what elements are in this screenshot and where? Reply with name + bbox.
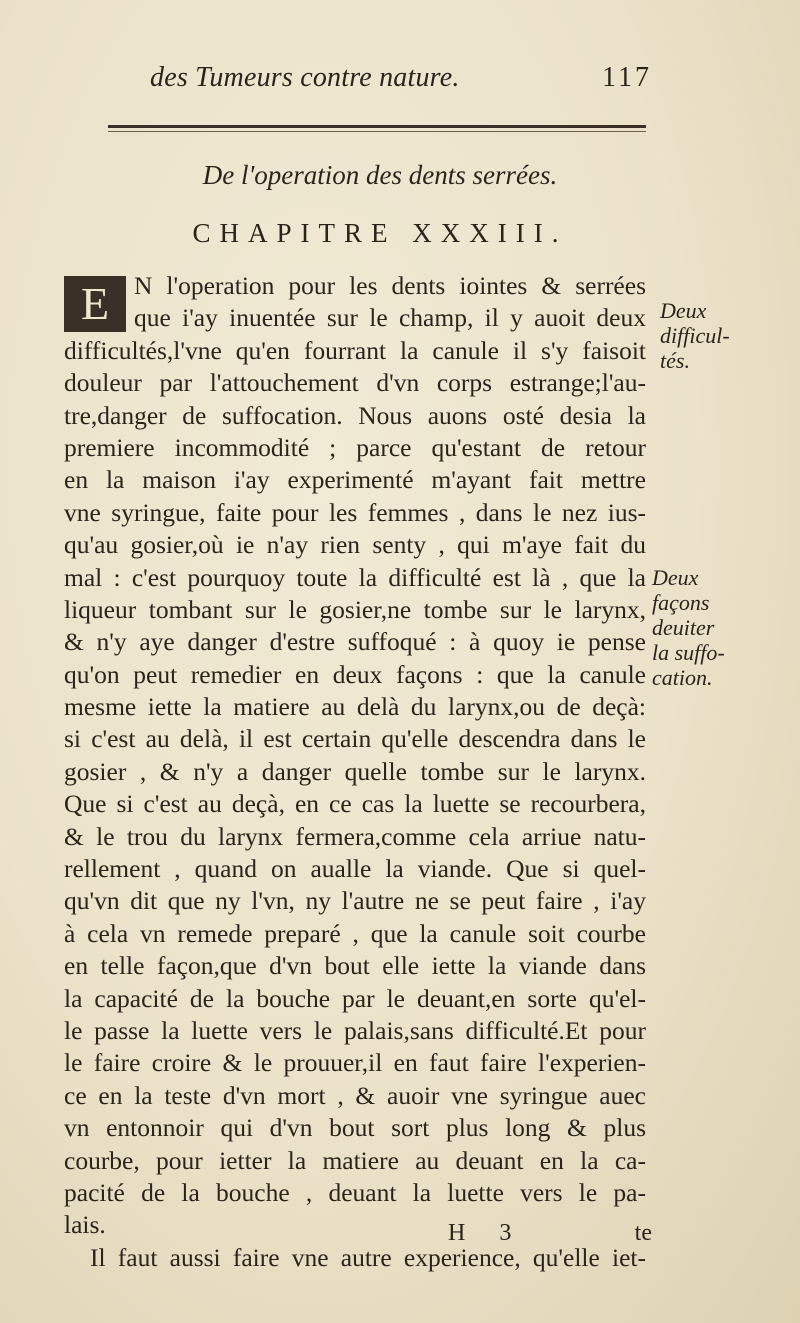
text-line: difficultés,l'vne qu'en fourrant la canule il s'y faisoit xyxy=(64,335,646,365)
header-rule-thin xyxy=(108,131,646,132)
text-line: qu'vn dit que ny l'vn, ny l'autre ne se peut faire , i'ay xyxy=(64,886,646,916)
margin-note-line: la suffo- xyxy=(652,640,725,665)
signature-mark: H 3 xyxy=(448,1220,526,1246)
text-line: N l'operation pour les dents iointes & serrées xyxy=(134,271,646,300)
text-line: en la maison i'ay experimenté m'ayant fait mettre xyxy=(64,465,646,495)
text-line: Il faut aussi faire vne autre experience, qu'elle iet- xyxy=(90,1242,646,1272)
text-line: vn entonnoir qui d'vn bout sort plus long & plus xyxy=(64,1113,646,1143)
text-line: qu'au gosier,où ie n'ay rien senty , qui m'aye fait du xyxy=(64,530,646,560)
text-line: douleur par l'attouchement d'vn corps estrange;l'au- xyxy=(64,368,646,398)
margin-note-line: façons xyxy=(652,590,710,615)
drop-cap: E xyxy=(64,276,126,332)
text-line: & n'y aye danger d'estre suffoqué : à quoy ie pense xyxy=(64,627,646,657)
page-footer xyxy=(64,1220,652,1252)
text-line: ce en la teste d'vn mort , & auoir vne syringue auec xyxy=(64,1080,646,1110)
text-line: qu'on peut remedier en deux façons : que la canule xyxy=(64,659,646,689)
text-line: que i'ay inuentée sur le champ, il y auoit deux xyxy=(134,303,646,333)
running-title: des Tumeurs contre nature. xyxy=(150,62,460,93)
text-line: pacité de la bouche , deuant la luette vers le pa- xyxy=(64,1177,646,1207)
margin-note-two-ways xyxy=(652,565,725,690)
text-line: si c'est au delà, il est certain qu'elle descendra dans le xyxy=(64,724,646,754)
text-line: à cela vn remede preparé , que la canule soit courbe xyxy=(64,918,646,948)
text-line: gosier , & n'y a danger quelle tombe sur le larynx. xyxy=(64,756,646,786)
text-line: tre,danger de suffocation. Nous auons osté desia la xyxy=(64,400,646,430)
page-number: 117 xyxy=(602,62,652,93)
text-line: liqueur tombant sur le gosier,ne tombe sur le larynx, xyxy=(64,594,646,624)
header-rule xyxy=(108,125,646,128)
text-line: premiere incommodité ; parce qu'estant de retour xyxy=(64,432,646,462)
text-line: lais. xyxy=(64,1210,106,1240)
margin-note-difficulties xyxy=(660,298,730,373)
catchword: te xyxy=(634,1220,652,1246)
text-line: en telle façon,que d'vn bout elle iette la viande dans xyxy=(64,951,646,981)
text-line: le faire croire & le prouuer,il en faut faire l'experien- xyxy=(64,1048,646,1078)
text-line: vne syringue, faite pour les femmes , dans le nez ius- xyxy=(64,497,646,527)
margin-note-line: tés. xyxy=(660,348,690,373)
text-line: Que si c'est au deçà, en ce cas la luette se recourbera, xyxy=(64,789,646,819)
text-line: le passe la luette vers le palais,sans difficulté.Et pour xyxy=(64,1015,646,1045)
text-line: & le trou du larynx fermera,comme cela arriue natu- xyxy=(64,821,646,851)
text-line: courbe, pour ietter la matiere au deuant en la ca- xyxy=(64,1145,646,1175)
margin-note-line: difficul- xyxy=(660,323,730,348)
body-text xyxy=(64,270,646,1274)
chapter-heading: CHAPITRE XXXIII. xyxy=(192,218,568,248)
text-line: rellement , quand on aualle la viande. Que si quel- xyxy=(64,854,646,884)
margin-note-line: cation. xyxy=(652,665,713,690)
section-title: De l'operation des dents serrées. xyxy=(202,160,558,190)
margin-note-line: Deux xyxy=(652,565,699,590)
margin-note-line: Deux xyxy=(660,298,707,323)
page-header xyxy=(150,62,660,96)
text-line: mesme iette la matiere au delà du larynx,ou de deçà: xyxy=(64,692,646,722)
text-line: la capacité de la bouche par le deuant,en sorte qu'el- xyxy=(64,983,646,1013)
margin-note-line: deuiter xyxy=(652,615,715,640)
text-line: mal : c'est pourquoy toute la difficulté est là , que la xyxy=(64,562,646,592)
